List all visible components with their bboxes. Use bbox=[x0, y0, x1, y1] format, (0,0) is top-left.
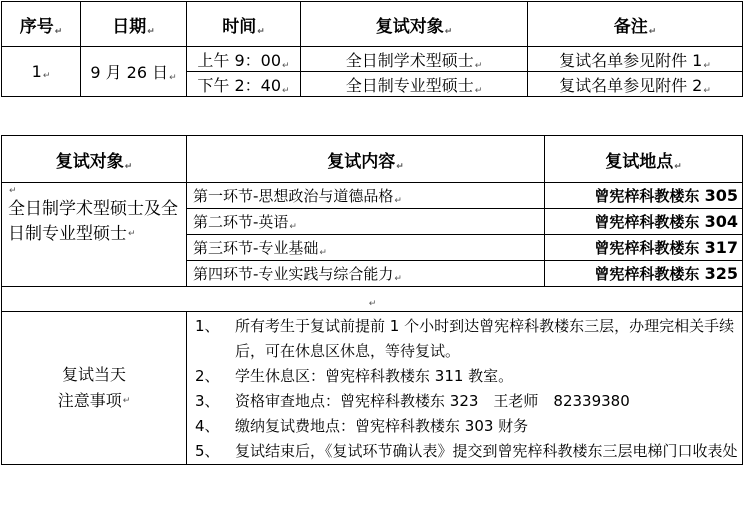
notes-list bbox=[187, 312, 743, 465]
session-note: 复试名单参见附件 1↵ bbox=[528, 47, 743, 72]
table-row bbox=[2, 183, 743, 209]
header-index: 序号↵ bbox=[2, 2, 81, 47]
exam-content: 第一环节-思想政治与道德品格↵ bbox=[187, 183, 545, 209]
header-note: 备注↵ bbox=[528, 2, 743, 47]
spacer-row bbox=[2, 287, 743, 312]
list-item: 3、 资格审查地点：曾宪梓科教楼东 323 王老师 82339380 bbox=[195, 392, 630, 410]
session-target: 全日制专业型硕士↵ bbox=[301, 72, 528, 97]
table-row bbox=[2, 47, 743, 72]
notes-title: 复试当天 注意事项↵ bbox=[2, 312, 187, 465]
schedule-header-row bbox=[2, 2, 743, 47]
exam-place: 曾宪梓科教楼东 325 bbox=[545, 261, 743, 287]
notes-row bbox=[2, 312, 743, 465]
exam-content: 第二环节-英语↵ bbox=[187, 209, 545, 235]
row-date: 9 月 26 日↵ bbox=[81, 47, 187, 97]
header-target: 复试对象↵ bbox=[301, 2, 528, 47]
exam-content-table bbox=[1, 135, 743, 465]
exam-place: 曾宪梓科教楼东 317 bbox=[545, 235, 743, 261]
session-note: 复试名单参见附件 2↵ bbox=[528, 72, 743, 97]
header-time: 时间↵ bbox=[187, 2, 301, 47]
exam-place: 曾宪梓科教楼东 304 bbox=[545, 209, 743, 235]
session-time: 下午 2：40↵ bbox=[187, 72, 301, 97]
header-exam-place: 复试地点↵ bbox=[545, 136, 743, 183]
content-header-row bbox=[2, 136, 743, 183]
header-date: 日期↵ bbox=[81, 2, 187, 47]
header-exam-target: 复试对象↵ bbox=[2, 136, 187, 183]
exam-place: 曾宪梓科教楼东 305 bbox=[545, 183, 743, 209]
session-target: 全日制学术型硕士↵ bbox=[301, 47, 528, 72]
exam-content: 第三环节-专业基础↵ bbox=[187, 235, 545, 261]
list-item: 4、 缴纳复试费地点：曾宪梓科教楼东 303 财务 bbox=[195, 417, 529, 435]
row-index: 1↵ bbox=[2, 47, 81, 97]
schedule-table bbox=[1, 1, 743, 97]
list-item: 1、 所有考生于复试前提前 1 个小时到达曾宪梓科教楼东三层，办理完相关手续后，可在休息区休息，等待复试。 bbox=[195, 317, 735, 360]
spacer-cell: ↵ bbox=[2, 287, 743, 312]
exam-content: 第四环节-专业实践与综合能力↵ bbox=[187, 261, 545, 287]
session-time: 上午 9：00↵ bbox=[187, 47, 301, 72]
header-exam-content: 复试内容↵ bbox=[187, 136, 545, 183]
list-item: 5、 复试结束后，《复试环节确认表》提交到曾宪梓科教楼东三层电梯门口收表处 bbox=[195, 442, 738, 460]
list-item: 2、 学生休息区：曾宪梓科教楼东 311 教室。 bbox=[195, 367, 514, 385]
exam-target: ↵ 全日制学术型硕士及全日制专业型硕士↵ bbox=[2, 183, 187, 287]
